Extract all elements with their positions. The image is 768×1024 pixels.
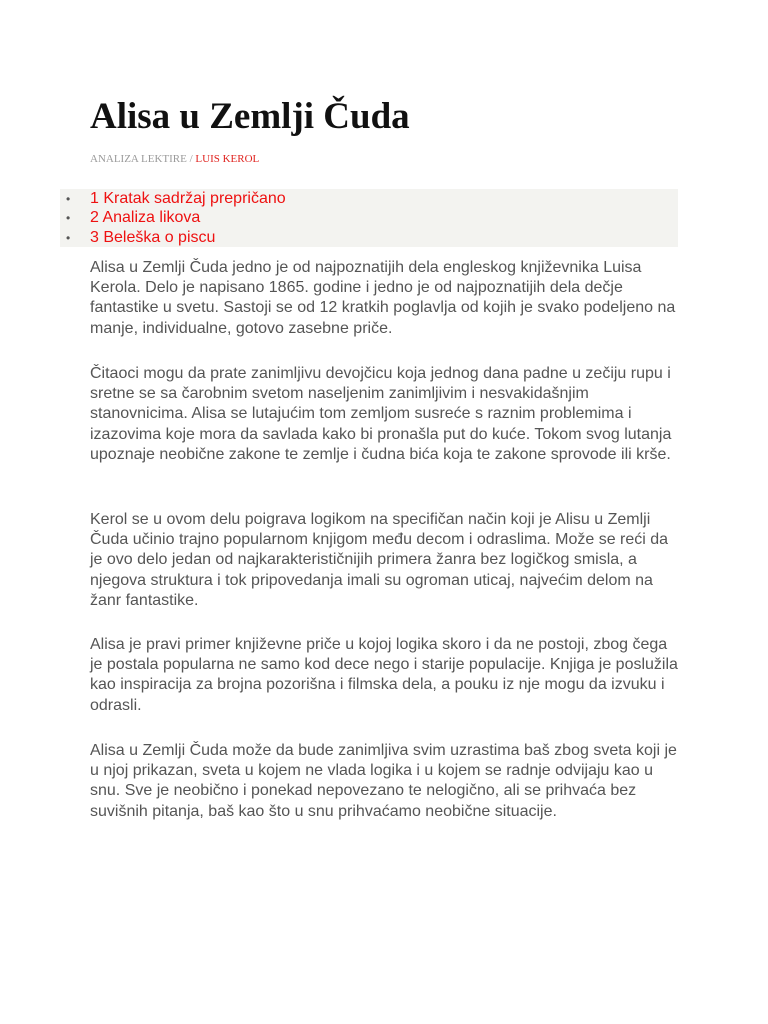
- breadcrumb-category-link[interactable]: ANALIZA LEKTIRE: [90, 153, 187, 165]
- bullet-icon: •: [66, 231, 71, 245]
- bullet-icon: •: [66, 211, 71, 225]
- toc-link-characters[interactable]: 2 Analiza likova: [90, 209, 201, 226]
- bullet-icon: •: [66, 192, 71, 206]
- article-title: Alisa u Zemlji Čuda: [90, 96, 410, 137]
- breadcrumb-separator: /: [186, 153, 196, 165]
- article-paragraph: Alisa je pravi primer književne priče u kojoj logika skoro i da ne postoji, zbog čega je postala popularna ne samo kod dece nego i starije populacije. Knjiga je poslužila kao inspiracija za brojna pozorišna i filmska dela, a pouku iz nje mogu da izvuku i odrasli.: [90, 636, 678, 714]
- breadcrumb: [90, 151, 259, 167]
- toc-link-summary[interactable]: 1 Kratak sadržaj prepričano: [90, 190, 286, 207]
- article-paragraph: Alisa u Zemlji Čuda jedno je od najpoznatijih dela engleskog književnika Luisa Kerola. Delo je napisano 1865. godine i jedno je od najpoznatijih dela dečje fantastike u svetu. Sastoji se od 12 kratkih poglavlja od kojih je svako podeljeno na manje, individualne, gotovo zasebne priče.: [90, 259, 676, 337]
- table-of-contents: [60, 189, 678, 247]
- breadcrumb-author-link[interactable]: LUIS KEROL: [195, 153, 260, 165]
- article-paragraph: Kerol se u ovom delu poigrava logikom na specifičan način koji je Alisu u Zemlji Čuda učinio trajno popularnom knjigom među decom i odraslima. Može se reći da je ovo delo jedan od najkarakterističnijih primera žanra bez logičkog smisla, a njegova struktura i tok pripovedanja imali su ogroman uticaj, najvećim delom na žanr fantastike.: [90, 511, 669, 609]
- article-paragraph: Čitaoci mogu da prate zanimljivu devojčicu koja jednog dana padne u zečiju rupu i sretne se sa čarobnim svetom naseljenim zanimljivim i nesvakidašnjim stanovnicima. Alisa se lutajućim tom zemljom susreće s raznim problemima i izazovima koje mora da savlada kako bi pronašla put do kuće. Tokom svog lutanja upoznaje neobične zakone te zemlje i čudna bića koja te zakone sprovode ili krše.: [90, 365, 672, 463]
- article-paragraph: Alisa u Zemlji Čuda može da bude zanimljiva svim uzrastima baš zbog sveta koji je u njoj prikazan, sveta u kojem ne vlada logika i u kojem se radnje odvijaju kao u snu. Sve je neobično i ponekad nepovezano te nelogično, ali se prihvaća bez suvišnih pitanja, baš kao što u snu prihvaćamo neobične situacije.: [90, 742, 677, 820]
- toc-link-author-note[interactable]: 3 Beleška o piscu: [90, 229, 216, 246]
